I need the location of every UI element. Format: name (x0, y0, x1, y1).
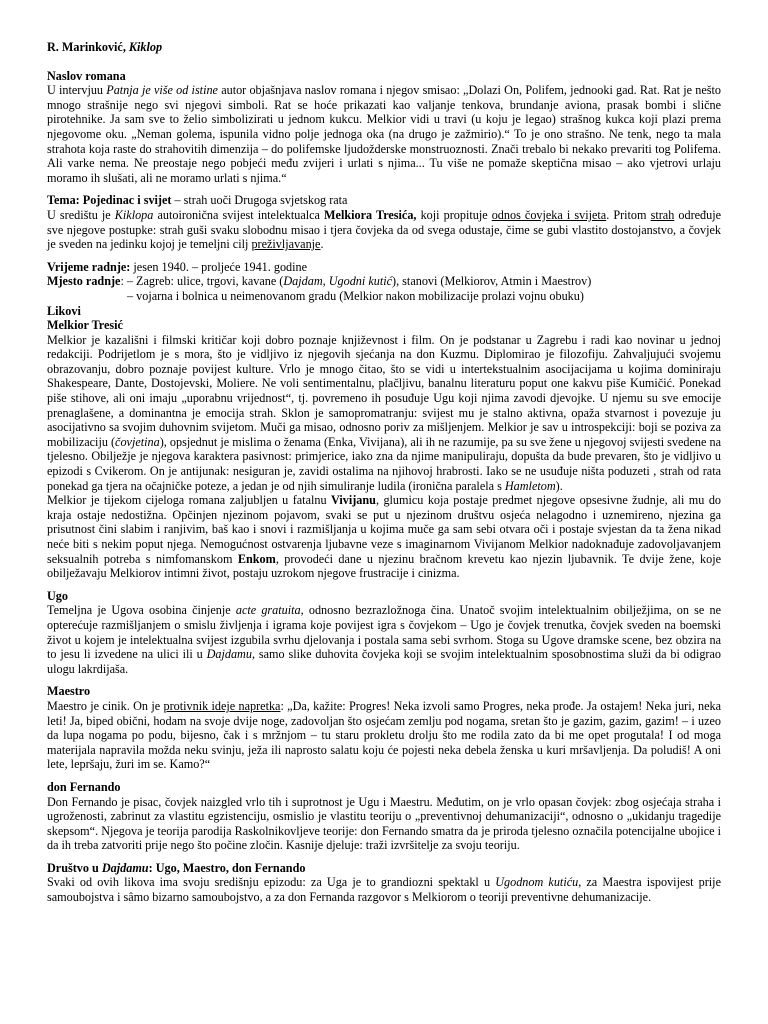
section-maestro (47, 684, 721, 772)
paragraph: Melkior je kazališni i filmski kritičar koji dobro poznaje književnost i film. On je podstanar u Zagrebu i radi kao novinar u jednoj redakciji. Podrijetlom je s mora, što je vidljivo iz njegovih sjećanja na don Kuzmu. Diplomirao je filozofiju. Zahvaljujući svojemu obrazovanju, dobro poznaje povijest kulture. Vrlo je mnogo čitao, što se vidi u intertekstualnim asocijacijama u kojima dominiraju Shakespeare, Dante, Dostojevski, Moliere. Ne voli sentimentalnu, plačljivu, banalnu literaturu poput one kakvu piše Kumičić. Ponekad piše stihove, ali oni imaju „uporabnu vrijednost“, tj. povremeno ih posuđuje Ugu koji njima zavodi djevojke. U njemu su sve emocije prenaglašene, a dominantna je emocija strah. Sklon je samopromatranju: svijest mu je stalno aktivna, opaža stvarnost i povezuje ju asocijativno sa svojim duhovnim svijetom. Muči ga misao, odnosno poriv za mišljenjem. Melkior je sav u introspekciji: boji se poziva za mobilizaciju (čovjetina), opsjednut je mislima o ženama (Enka, Vivijana), ali ih ne razumije, pa su sve žene u njegovoj svijesti svedene na tjelesno. Obilježje je njegova karaktera pasivnost: primjerice, iako zna da njime manipuliraju, dopušta da bude prevaren, što je vidljivo u epizodi s Cvikerom. On je antijunak: nesiguran je, zavidi ostalima na njihovoj hrabrosti. Iako se ne usuđuje ništa poduzeti , strah od rata ponekad ga tjera na očajničke poteze, a jedan je od njih simuliranje ludila (ironična paralela s Hamletom). (47, 332, 721, 493)
section-drustvo (47, 861, 721, 905)
vrijeme-line: Vrijeme radnje: jesen 1940. – proljeće 1941. godine (47, 259, 308, 274)
work-title: Kiklop (128, 40, 163, 54)
section-vrijeme-mjesto (47, 260, 721, 304)
mjesto-line-2: – vojarna i bolnica u neimenovanom gradu (Melkior nakon mobilizacije prolazi vojnu obuku) (127, 288, 584, 303)
section-likovi (47, 304, 721, 581)
paragraph: Temeljna je Ugova osobina činjenje acte gratuita, odnosno bezrazložnoga čina. Unatoč svojim intelektualnim obilježjima, on se ne opterećuje razmišljanjem o smislu življenja i igrama koje povijest igra s čovjekom – Ugo je čovjek trenutka, čovjek sveden na boemski život u kojem je intelektualna svijest izgubila svrhu djelovanja i postala sama sebi svrhom. Stoga su Ugove dramske scene, bez obzira na to jesu li izvedene na ulici ili u Dajdamu, samo slike duhovita čovjeka koji se svojim intelektualnim sposobnostima služi da bi odigrao ulogu lakrdijaša. (47, 603, 722, 676)
author-name: R. Marinković, (47, 40, 129, 54)
paragraph: U središtu je Kiklopa autoironična svijest intelektualca Melkiora Tresića, koji propituje odnos čovjeka i svijeta. Pritom strah određuje sve njegove postupke: strah guši svaku slobodnu misao i tjera čovjeka da od svega odustaje, čime se gubi vlastito dostojanstvo, a čovjek je sveden na jedinku kojoj je temeljni cilj preživljavanje. (47, 207, 722, 252)
character-heading: Maestro (47, 684, 91, 699)
character-heading: Melkior Tresić (47, 318, 123, 333)
section-heading: Likovi (47, 303, 81, 318)
section-tema (47, 193, 721, 251)
paragraph: Melkior je tijekom cijeloga romana zaljubljen u fatalnu Vivijanu, glumicu koja postaje predmet njegove opsesivne žudnje, ali mu do kraja ostaje nedostižna. Opčinjen njezinom pojavom, svaki se put u njezinom društvu osjeća nelagodno i uznemireno, njezina ga prisutnost čini slabim i ranjivim, baš kao i snovi i razmišljanja u kojima muče ga sam sebi otvara oči i postaje svjestan da ta žena nikad neće biti s nekim poput njega. Nemogućnost ostvarenja ljubavne veze s imaginarnom Vivijanom Melkior nadoknađuje zadovoljavanjem seksualnih potreba s nimfomanskom Enkom, provodeći dane u njezinu bračnom krevetu kao njezin ljubavnik. Te dvije žene, koje obilježavaju Melkiorov intimni život, postaju uzrokom njegove frustracije i cinizma. (47, 493, 722, 581)
character-heading: Društvo u Dajdamu: Ugo, Maestro, don Fernando (47, 860, 306, 875)
section-don-fernando (47, 780, 721, 853)
character-heading: don Fernando (47, 779, 121, 794)
paragraph: U intervjuu Patnja je više od istine autor objašnjava naslov romana i njegov smisao: „Dolazi On, Polifem, jednooki gad. Rat. Rat je nešto mnogo strašnije nego svi njegovi simboli. Rat se hoće prikazati kao valjanje tenkova, brundanje aviona, prasak bombi i slične pirotehnike. Ja sam sve to želio simbolizirati u jednom kukcu. Melkior vidi u travi (u koju je legao) strašnog kukca koji plazi prema njegovome oku. „Neman golema, ispunila vidno polje jednoga oka (na drugo je zažmirio).“ To je ono strašno. Ne tenk, nego ta mala strahota koja raste do strahovitih dimenzija – do polifemske ljudožderske monstruoznosti. Znači trebalo bi nekako prevariti tog Polifema. Ali varke nema. Ne preostaje nego pobjeći među zvijeri i urlati s njima... Tu više ne pomaže skeptična misao – ako vjetrovi urlaju moramo ih slušati, ali ne moramo urlati s njima.“ (47, 83, 721, 185)
mjesto-line: Mjesto radnje: – Zagreb: ulice, trgovi, kavane (Dajdam, Ugodni kutić), stanovi (Melkiorov, Atmin i Maestrov) (47, 274, 592, 289)
paragraph: Maestro je cinik. On je protivnik ideje napretka: „Da, kažite: Progres! Neka izvoli samo Progres, neka prođe. Ja ostajem! Neka juri, neka leti! Ja, biped obični, hodam na svoje dvije noge, zadovoljan što osjećam zemlju pod nogama, sretan što je gazim, gazim, gazim! – i uzeo da lupa nogama po podu, bijesno, čak i s mržnjom – tu staru prokletu drolju što me rodila zato da bi me opet progutala! I od moga materijala napravila možda neku svinju, ježa ili naprosto salatu koju će pojesti neka debela ženska u kuri mršavljenja. Da poludiš! A oni lete, lepršaju, žuri im se. Kamo?“ (47, 698, 721, 772)
document-title (47, 40, 721, 55)
section-heading: Naslov romana (47, 68, 126, 83)
character-heading: Ugo (47, 588, 68, 603)
tema-line: Tema: Pojedinac i svijet – strah uoči Drugoga svjetskog rata (47, 193, 348, 208)
paragraph: Svaki od ovih likova ima svoju središnju epizodu: za Uga je to grandiozni spektakl u Ugodnom kutiću, za Maestra ispovijest prije samoubojstva i sâmo bizarno samoubojstvo, a za don Fernanda razgovor s Melkiorom o teoriji preventivne dehumanizacije. (47, 875, 721, 905)
section-ugo (47, 589, 721, 677)
paragraph: Don Fernando je pisac, čovjek naizgled vrlo tih i suprotnost je Ugu i Maestru. Međutim, on je vrlo opasan čovjek: zbog osjećaja straha i ugroženosti, zabrinut za vlastitu egzistenciju, osmislio je vlastitu teoriju o „preventivnoj dehumanizaciji“, odnosno o „ukidanju tragedije skepsom“. Njegova je teorija parodija Raskolnikovljeve teorije: don Fernando smatra da je priroda tjelesno označila potencijalne ubojice i da ih treba zatvoriti prije nego što počine zločin. Kasnije djeluje: traži izvršitelje za svoju teoriju. (47, 794, 721, 853)
section-naslov-romana (47, 69, 721, 186)
